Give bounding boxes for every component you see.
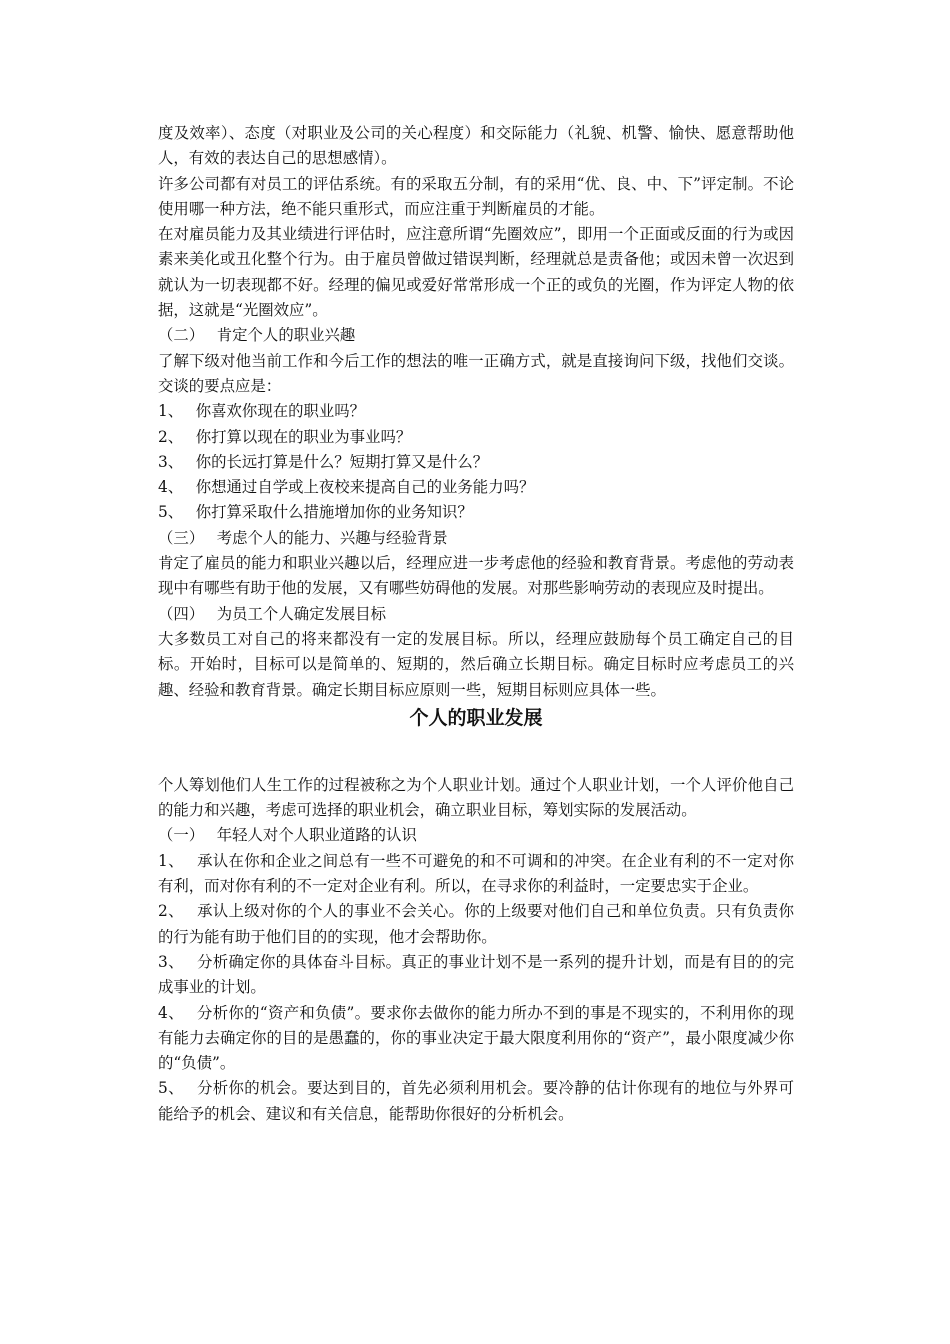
paragraph: 许多公司都有对员工的评估系统。有的采取五分制，有的采用“优、良、中、下”评定制。不论使用哪一种方法，绝不能只重形式，而应注重于判断雇员的才能。 <box>158 174 794 218</box>
subheading: （四） 为员工个人确定发展目标 <box>158 604 387 623</box>
paragraph: 个人筹划他们人生工作的过程被称之为个人职业计划。通过个人职业计划，一个人评价他自己的能力和兴趣，考虑可选择的职业机会，确立职业目标，筹划实际的发展活动。 <box>158 775 794 820</box>
paragraph: 肯定了雇员的能力和职业兴趣以后，经理应进一步考虑他的经验和教育背景。考虑他的劳动表现中有哪些有助于他的发展，又有哪些妨碍他的发展。对那些影响劳动的表现应及时提出。 <box>158 554 794 598</box>
list-item: 3、 你的长远打算是什么？短期打算又是什么？ <box>158 452 489 471</box>
list-item: 5、 你打算采取什么措施增加你的业务知识？ <box>158 503 473 522</box>
list-item: 2、 承认上级对你的个人的事业不会关心。你的上级要对他们自己和单位负责。只有负责你的行为能有助于他们目的的实现，他才会帮助你。 <box>158 902 794 946</box>
list-item: 5、 分析你的机会。要达到目的，首先必须利用机会。要冷静的估计你现有的地位与外界可能给予的机会、建议和有关信息，能帮助你很好的分析机会。 <box>158 1079 794 1123</box>
subheading: （一） 年轻人对个人职业道路的认识 <box>158 826 417 845</box>
paragraph: 大多数员工对自己的将来都没有一定的发展目标。所以，经理应鼓励每个员工确定自己的目标。开始时，目标可以是简单的、短期的，然后确立长期目标。确定目标时应考虑员工的兴趣、经验和教育背景。确定长期目标应原则一些，短期目标则应具体一些。 <box>158 629 794 699</box>
paragraph: 度及效率）、态度（对职业及公司的关心程度）和交际能力（礼貌、机警、愉快、愿意帮助他人，有效的表达自己的思想感情）。 <box>158 124 794 168</box>
paragraph: 在对雇员能力及其业绩进行评估时，应注意所谓“先圈效应”，即用一个正面或反面的行为或因素来美化或丑化整个行为。由于雇员曾做过错误判断，经理就总是责备他；或因未曾一次迟到就认为一切表现都不好。经理的偏见或爱好常常形成一个正的或负的光圈，作为评定人物的依据，这就是“光圈效应”。 <box>158 225 794 320</box>
document-page <box>158 121 794 1127</box>
paragraph: 了解下级对他当前工作和今后工作的想法的唯一正确方式，就是直接询问下级，找他们交谈。交谈的要点应是： <box>158 351 794 395</box>
subheading: （三） 考虑个人的能力、兴趣与经验背景 <box>158 528 448 547</box>
list-item: 1、 承认在你和企业之间总有一些不可避免的和不可调和的冲突。在企业有利的不一定对你有利，而对你有利的不一定对企业有利。所以，在寻求你的利益时，一定要忠实于企业。 <box>158 851 794 896</box>
section-title: 个人的职业发展 <box>409 706 543 729</box>
list-item: 3、 分析确定你的具体奋斗目标。真正的事业计划不是一系列的提升计划，而是有目的的完成事业的计划。 <box>158 952 794 997</box>
list-item: 1、 你喜欢你现在的职业吗？ <box>158 402 366 421</box>
list-item: 4、 你想通过自学或上夜校来提高自己的业务能力吗？ <box>158 478 535 497</box>
list-item: 2、 你打算以现在的职业为事业吗？ <box>158 427 412 446</box>
subheading: （二） 肯定个人的职业兴趣 <box>158 326 356 345</box>
list-item: 4、 分析你的“资产和负债”。要求你去做你的能力所办不到的事是不现实的，不利用你的现有能力去确定你的目的是愚蠢的，你的事业决定于最大限度利用你的“资产”，最小限度减少你的“负债”。 <box>158 1003 794 1073</box>
spacer <box>158 733 794 773</box>
